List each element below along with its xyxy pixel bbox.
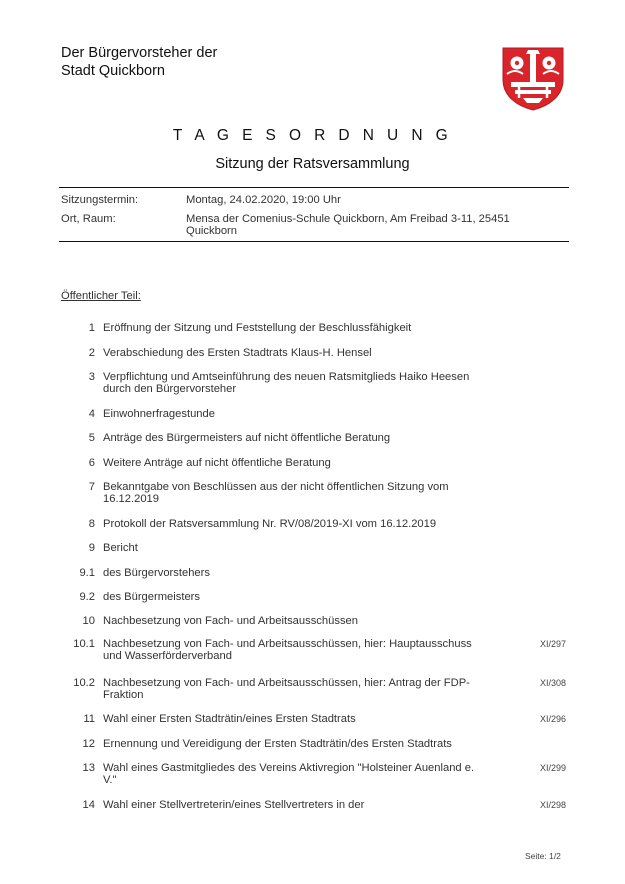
agenda-item-text (103, 457, 493, 469)
meeting-place-line-2: Quickborn (186, 225, 237, 237)
agenda-item-text (103, 408, 493, 420)
agenda-item-reference: XI/297 (540, 639, 567, 649)
agenda-item-number: 12 (82, 738, 95, 750)
agenda-item-text (103, 542, 493, 554)
meeting-place-line-1: Mensa der Comenius-Schule Quickborn, Am Freibad 3-11, 25451 (186, 213, 510, 225)
agenda-item-text-line: Nachbesetzung von Fach- und Arbeitsausschüssen (103, 615, 358, 627)
agenda-item-text-line: Verabschiedung des Ersten Stadtrats Klaus-H. Hensel (103, 347, 372, 359)
page-number: Seite: 1/2 (525, 851, 561, 861)
agenda-item-text (103, 518, 493, 530)
agenda-item-text-line: Wahl einer Ersten Stadträtin/eines Ersten Stadtrats (103, 713, 356, 725)
agenda-item-number: 5 (88, 432, 95, 444)
agenda-item-text-line: durch den Bürgervorsteher (103, 383, 237, 395)
agenda-item-text-line: Protokoll der Ratsversammlung Nr. RV/08/2019-XI vom 16.12.2019 (103, 518, 437, 530)
agenda-item-number: 3 (88, 371, 95, 383)
agenda-item-reference: XI/298 (540, 800, 567, 810)
agenda-item-text-line: Bekanntgabe von Beschlüssen aus der nicht öffentlichen Sitzung vom (103, 481, 449, 493)
issuer-block (61, 44, 217, 80)
agenda-item-text-line: Anträge des Bürgermeisters auf nicht öffentliche Beratung (103, 432, 391, 444)
divider-bottom (59, 241, 569, 242)
agenda-item-reference: XI/296 (540, 714, 567, 724)
agenda-item-text-line: des Bürgervorstehers (103, 567, 210, 579)
divider-top (59, 187, 569, 188)
agenda-item-text-line: Wahl einer Stellvertreterin/eines Stellvertreters in der (103, 799, 365, 811)
agenda-item-text (103, 432, 493, 444)
meeting-place-label: Ort, Raum: (61, 213, 116, 225)
agenda-item-text (103, 591, 493, 603)
document-title: T A G E S O R D N U N G (172, 127, 453, 144)
agenda-item-number: 4 (88, 408, 95, 420)
agenda-item-text (103, 738, 493, 750)
agenda-item-text-line: Nachbesetzung von Fach- und Arbeitsausschüssen, hier: Hauptausschuss (103, 638, 472, 650)
meeting-type: Sitzung der Ratsversammlung (215, 156, 410, 172)
agenda-item-text-line: Bericht (103, 542, 138, 554)
agenda-item-number: 6 (88, 457, 95, 469)
issuer-line-2: Stadt Quickborn (61, 63, 165, 79)
agenda-item-text (103, 322, 493, 334)
agenda-item-number: 9.2 (79, 591, 95, 603)
agenda-item-reference: XI/299 (540, 763, 567, 773)
agenda-item-text (103, 762, 493, 786)
agenda-item-text-line: Einwohnerfragestunde (103, 408, 215, 420)
agenda-item-text-line: Nachbesetzung von Fach- und Arbeitsausschüssen, hier: Antrag der FDP- (103, 677, 470, 689)
agenda-item-number: 1 (88, 322, 95, 334)
agenda-item-text (103, 638, 493, 662)
agenda-item-number: 10.2 (73, 677, 95, 689)
meeting-place-value (186, 213, 536, 237)
agenda-item-number: 9.1 (79, 567, 95, 579)
agenda-item-text (103, 677, 493, 701)
agenda-item-number: 2 (88, 347, 95, 359)
agenda-item-text (103, 347, 493, 359)
agenda-item-text-line: Ernennung und Vereidigung der Ersten Stadträtin/des Ersten Stadtrats (103, 738, 452, 750)
agenda-item-text (103, 799, 493, 811)
agenda-item-reference: XI/308 (540, 678, 567, 688)
agenda-item-text (103, 481, 493, 505)
agenda-item-text-line: Fraktion (103, 689, 144, 701)
city-coat-of-arms-icon (497, 46, 569, 112)
agenda-item-text (103, 713, 493, 725)
agenda-item-text-line: Eröffnung der Sitzung und Feststellung der Beschlussfähigkeit (103, 322, 412, 334)
meeting-date-label: Sitzungstermin: (61, 194, 139, 206)
agenda-item-text-line: Wahl eines Gastmitgliedes des Vereins Aktivregion "Holsteiner Auenland e. (103, 762, 475, 774)
agenda-item-text (103, 615, 493, 627)
agenda-item-number: 10 (82, 615, 95, 627)
agenda-item-text-line: des Bürgermeisters (103, 591, 200, 603)
agenda-item-number: 7 (88, 481, 95, 493)
agenda-item-number: 11 (83, 713, 95, 725)
agenda-item-text (103, 371, 493, 395)
meeting-date-value: Montag, 24.02.2020, 19:00 Uhr (186, 194, 341, 206)
agenda-item-text (103, 567, 493, 579)
agenda-item-number: 10.1 (73, 638, 95, 650)
agenda-item-text-line: Weitere Anträge auf nicht öffentliche Beratung (103, 457, 331, 469)
agenda-item-number: 9 (88, 542, 95, 554)
agenda-item-number: 13 (82, 762, 95, 774)
agenda-item-text-line: Verpflichtung und Amtseinführung des neuen Ratsmitglieds Haiko Heesen (103, 371, 470, 383)
agenda-item-number: 14 (82, 799, 95, 811)
agenda-item-text-line: und Wasserförderverband (103, 650, 232, 662)
issuer-line-1: Der Bürgervorsteher der (61, 45, 218, 61)
agenda-item-text-line: V." (103, 774, 117, 786)
agenda-item-number: 8 (88, 518, 95, 530)
agenda-item-text-line: 16.12.2019 (103, 493, 159, 505)
public-section-title: Öffentlicher Teil: (61, 290, 141, 302)
